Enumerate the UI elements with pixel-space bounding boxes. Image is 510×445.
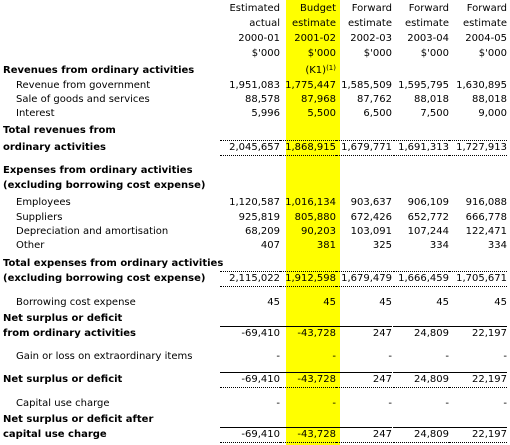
row-value: 22,197	[472, 374, 507, 385]
row-value: 24,809	[414, 429, 449, 440]
row-value: 87,762	[357, 94, 392, 105]
row-value: 1,679,479	[341, 273, 392, 284]
row-value: 22,197	[472, 429, 507, 440]
header-unit: $'000	[478, 48, 507, 59]
row-value: -69,410	[241, 328, 280, 339]
total-rule	[449, 372, 507, 373]
total-row	[0, 327, 510, 341]
total-row	[0, 141, 510, 155]
row-value: -	[503, 351, 507, 362]
total-rule	[280, 427, 336, 428]
total-rule	[393, 140, 449, 141]
row-value: 247	[372, 374, 392, 385]
row-value: 1,691,313	[398, 142, 449, 153]
row-label: Interest	[16, 108, 55, 119]
total-rule	[393, 427, 449, 428]
section-heading-row	[0, 312, 510, 326]
row-value: 45	[267, 297, 280, 308]
header-line-1: Budget	[300, 3, 336, 14]
row-value: -43,728	[297, 374, 336, 385]
total-rule	[336, 271, 392, 272]
total-underline	[449, 286, 507, 287]
line-item-row	[0, 93, 510, 107]
row-value: -	[388, 398, 392, 409]
row-value: 1,679,771	[341, 142, 392, 153]
row-value: 5,996	[251, 108, 280, 119]
total-underline	[449, 387, 507, 388]
row-value: 24,809	[414, 374, 449, 385]
header-year: 2004-05	[465, 33, 507, 44]
row-value: 9,000	[478, 108, 507, 119]
row-label: Net surplus or deficit	[3, 313, 123, 324]
total-rule	[220, 271, 280, 272]
row-value: 1,705,671	[456, 273, 507, 284]
total-rule	[220, 140, 280, 141]
line-item-row	[0, 239, 510, 253]
total-rule	[280, 372, 336, 373]
total-rule	[449, 140, 507, 141]
header-unit: $'000	[307, 48, 336, 59]
row-label: Expenses from ordinary activities	[3, 165, 193, 176]
row-value: 90,203	[301, 226, 336, 237]
section-heading-row	[0, 64, 510, 78]
row-value: -	[276, 351, 280, 362]
total-underline	[336, 155, 392, 156]
total-underline	[280, 387, 336, 388]
total-underline	[393, 387, 449, 388]
line-item-row	[0, 225, 510, 239]
row-value: 87,968	[301, 94, 336, 105]
row-label: Total revenues from	[3, 125, 116, 136]
total-rule	[449, 271, 507, 272]
total-underline	[220, 442, 280, 443]
header-line-1: Forward	[408, 3, 449, 14]
total-underline	[280, 155, 336, 156]
row-value: -69,410	[241, 429, 280, 440]
total-underline	[220, 286, 280, 287]
line-item-row	[0, 211, 510, 225]
row-value: -43,728	[297, 328, 336, 339]
row-value: 45	[436, 297, 449, 308]
row-value: 334	[429, 240, 449, 251]
row-value: 1,016,134	[285, 197, 336, 208]
total-underline	[393, 155, 449, 156]
row-value: 107,244	[407, 226, 449, 237]
row-label: (excluding borrowing cost expense)	[3, 273, 206, 284]
row-value: 1,912,598	[285, 273, 336, 284]
line-item-row	[0, 296, 510, 310]
row-value: 1,775,447	[285, 80, 336, 91]
section-heading-row	[0, 257, 510, 271]
header-unit: $'000	[363, 48, 392, 59]
row-value: 6,500	[363, 108, 392, 119]
header-year: 2002-03	[350, 33, 392, 44]
row-value: 22,197	[472, 328, 507, 339]
total-rule	[280, 326, 336, 327]
line-item-row	[0, 350, 510, 364]
header-line-2: estimate	[404, 18, 449, 29]
row-value: -	[445, 398, 449, 409]
header-line-1: Forward	[351, 3, 392, 14]
header-line-2: estimate	[347, 18, 392, 29]
row-value: 45	[323, 297, 336, 308]
row-value: 247	[372, 429, 392, 440]
line-item-row	[0, 79, 510, 93]
header-unit: $'000	[420, 48, 449, 59]
row-label: Gain or loss on extraordinary items	[16, 351, 193, 362]
row-value: 5,500	[307, 108, 336, 119]
row-label: Sale of goods and services	[16, 94, 150, 105]
row-value: 334	[487, 240, 507, 251]
total-underline	[220, 155, 280, 156]
row-value: 1,120,587	[229, 197, 280, 208]
row-value: -	[445, 351, 449, 362]
header-line-2: estimate	[462, 18, 507, 29]
row-label: Total expenses from ordinary activities	[3, 258, 224, 269]
row-value: 2,115,022	[229, 273, 280, 284]
row-label: Suppliers	[16, 212, 63, 223]
total-rule	[449, 326, 507, 327]
row-value: 45	[494, 297, 507, 308]
row-value: 1,585,509	[341, 80, 392, 91]
row-value: 407	[260, 240, 280, 251]
row-value: -43,728	[297, 429, 336, 440]
total-rule	[220, 326, 280, 327]
total-underline	[336, 442, 392, 443]
row-value: -	[503, 398, 507, 409]
total-row	[0, 428, 510, 442]
row-value: 88,578	[245, 94, 280, 105]
header-year: 2000-01	[238, 33, 280, 44]
row-value: 903,637	[350, 197, 392, 208]
row-value: 652,772	[407, 212, 449, 223]
row-value: 2,045,657	[229, 142, 280, 153]
row-label: Net surplus or deficit after	[3, 414, 154, 425]
row-value: -	[276, 398, 280, 409]
row-value: 122,471	[465, 226, 507, 237]
row-value: 88,018	[414, 94, 449, 105]
row-label: Depreciation and amortisation	[16, 226, 169, 237]
row-value: 805,880	[294, 212, 336, 223]
section-heading-row	[0, 124, 510, 138]
total-underline	[220, 387, 280, 388]
row-label: Revenue from government	[16, 80, 151, 91]
total-underline	[449, 442, 507, 443]
row-value: -	[332, 351, 336, 362]
row-label: Employees	[16, 197, 71, 208]
row-value: 1,868,915	[285, 142, 336, 153]
row-value: 45	[379, 297, 392, 308]
line-item-row	[0, 196, 510, 210]
row-label: Capital use charge	[16, 398, 110, 409]
header-unit: $'000	[251, 48, 280, 59]
total-underline	[393, 286, 449, 287]
total-rule	[449, 427, 507, 428]
row-value: -	[388, 351, 392, 362]
row-value: 1,595,795	[398, 80, 449, 91]
total-rule	[393, 271, 449, 272]
total-row	[0, 373, 510, 387]
header-line-1: Estimated	[229, 3, 280, 14]
row-value: 1,630,895	[456, 80, 507, 91]
total-rule	[336, 372, 392, 373]
total-underline	[393, 442, 449, 443]
section-heading-row	[0, 413, 510, 427]
row-value: 1,951,083	[229, 80, 280, 91]
row-value: 88,018	[472, 94, 507, 105]
row-value: -	[332, 398, 336, 409]
total-underline	[280, 286, 336, 287]
header-line-2: estimate	[291, 18, 336, 29]
row-label: from ordinary activities	[3, 328, 137, 339]
total-rule	[220, 372, 280, 373]
total-underline	[449, 155, 507, 156]
total-rule	[336, 427, 392, 428]
row-label: (excluding borrowing cost expense)	[3, 180, 206, 191]
line-item-row	[0, 107, 510, 121]
row-value: 672,426	[350, 212, 392, 223]
total-underline	[336, 387, 392, 388]
total-underline	[336, 286, 392, 287]
row-value: 247	[372, 328, 392, 339]
total-row	[0, 272, 510, 286]
total-rule	[336, 140, 392, 141]
total-underline	[280, 442, 336, 443]
row-value: 916,088	[465, 197, 507, 208]
row-value: -69,410	[241, 374, 280, 385]
footnote-marker: (1)	[326, 64, 336, 72]
row-label: Other	[16, 240, 45, 251]
row-value: 103,091	[350, 226, 392, 237]
row-value: 1,727,913	[456, 142, 507, 153]
header-line-1: Forward	[466, 3, 507, 14]
line-item-row	[0, 397, 510, 411]
total-rule	[220, 427, 280, 428]
row-label: Borrowing cost expense	[16, 297, 136, 308]
total-rule	[336, 326, 392, 327]
header-year: 2003-04	[407, 33, 449, 44]
row-value: 381	[316, 240, 336, 251]
row-value-text: (K1)	[305, 65, 327, 76]
row-label: Net surplus or deficit	[3, 374, 123, 385]
total-rule	[393, 372, 449, 373]
row-label: Revenues from ordinary activities	[3, 65, 195, 76]
row-value: 906,109	[407, 197, 449, 208]
row-label: ordinary activities	[3, 142, 106, 153]
total-rule	[280, 271, 336, 272]
row-value: 925,819	[238, 212, 280, 223]
row-value	[280, 64, 336, 78]
section-heading-row	[0, 164, 510, 178]
header-year: 2001-02	[294, 33, 336, 44]
row-value: 325	[372, 240, 392, 251]
row-value: 666,778	[465, 212, 507, 223]
row-label: capital use charge	[3, 429, 107, 440]
row-value: 7,500	[420, 108, 449, 119]
total-rule	[280, 140, 336, 141]
row-value: 1,666,459	[398, 273, 449, 284]
header-line-2: actual	[249, 18, 280, 29]
row-value: 24,809	[414, 328, 449, 339]
row-value: 68,209	[245, 226, 280, 237]
section-heading-row	[0, 179, 510, 193]
total-rule	[393, 326, 449, 327]
